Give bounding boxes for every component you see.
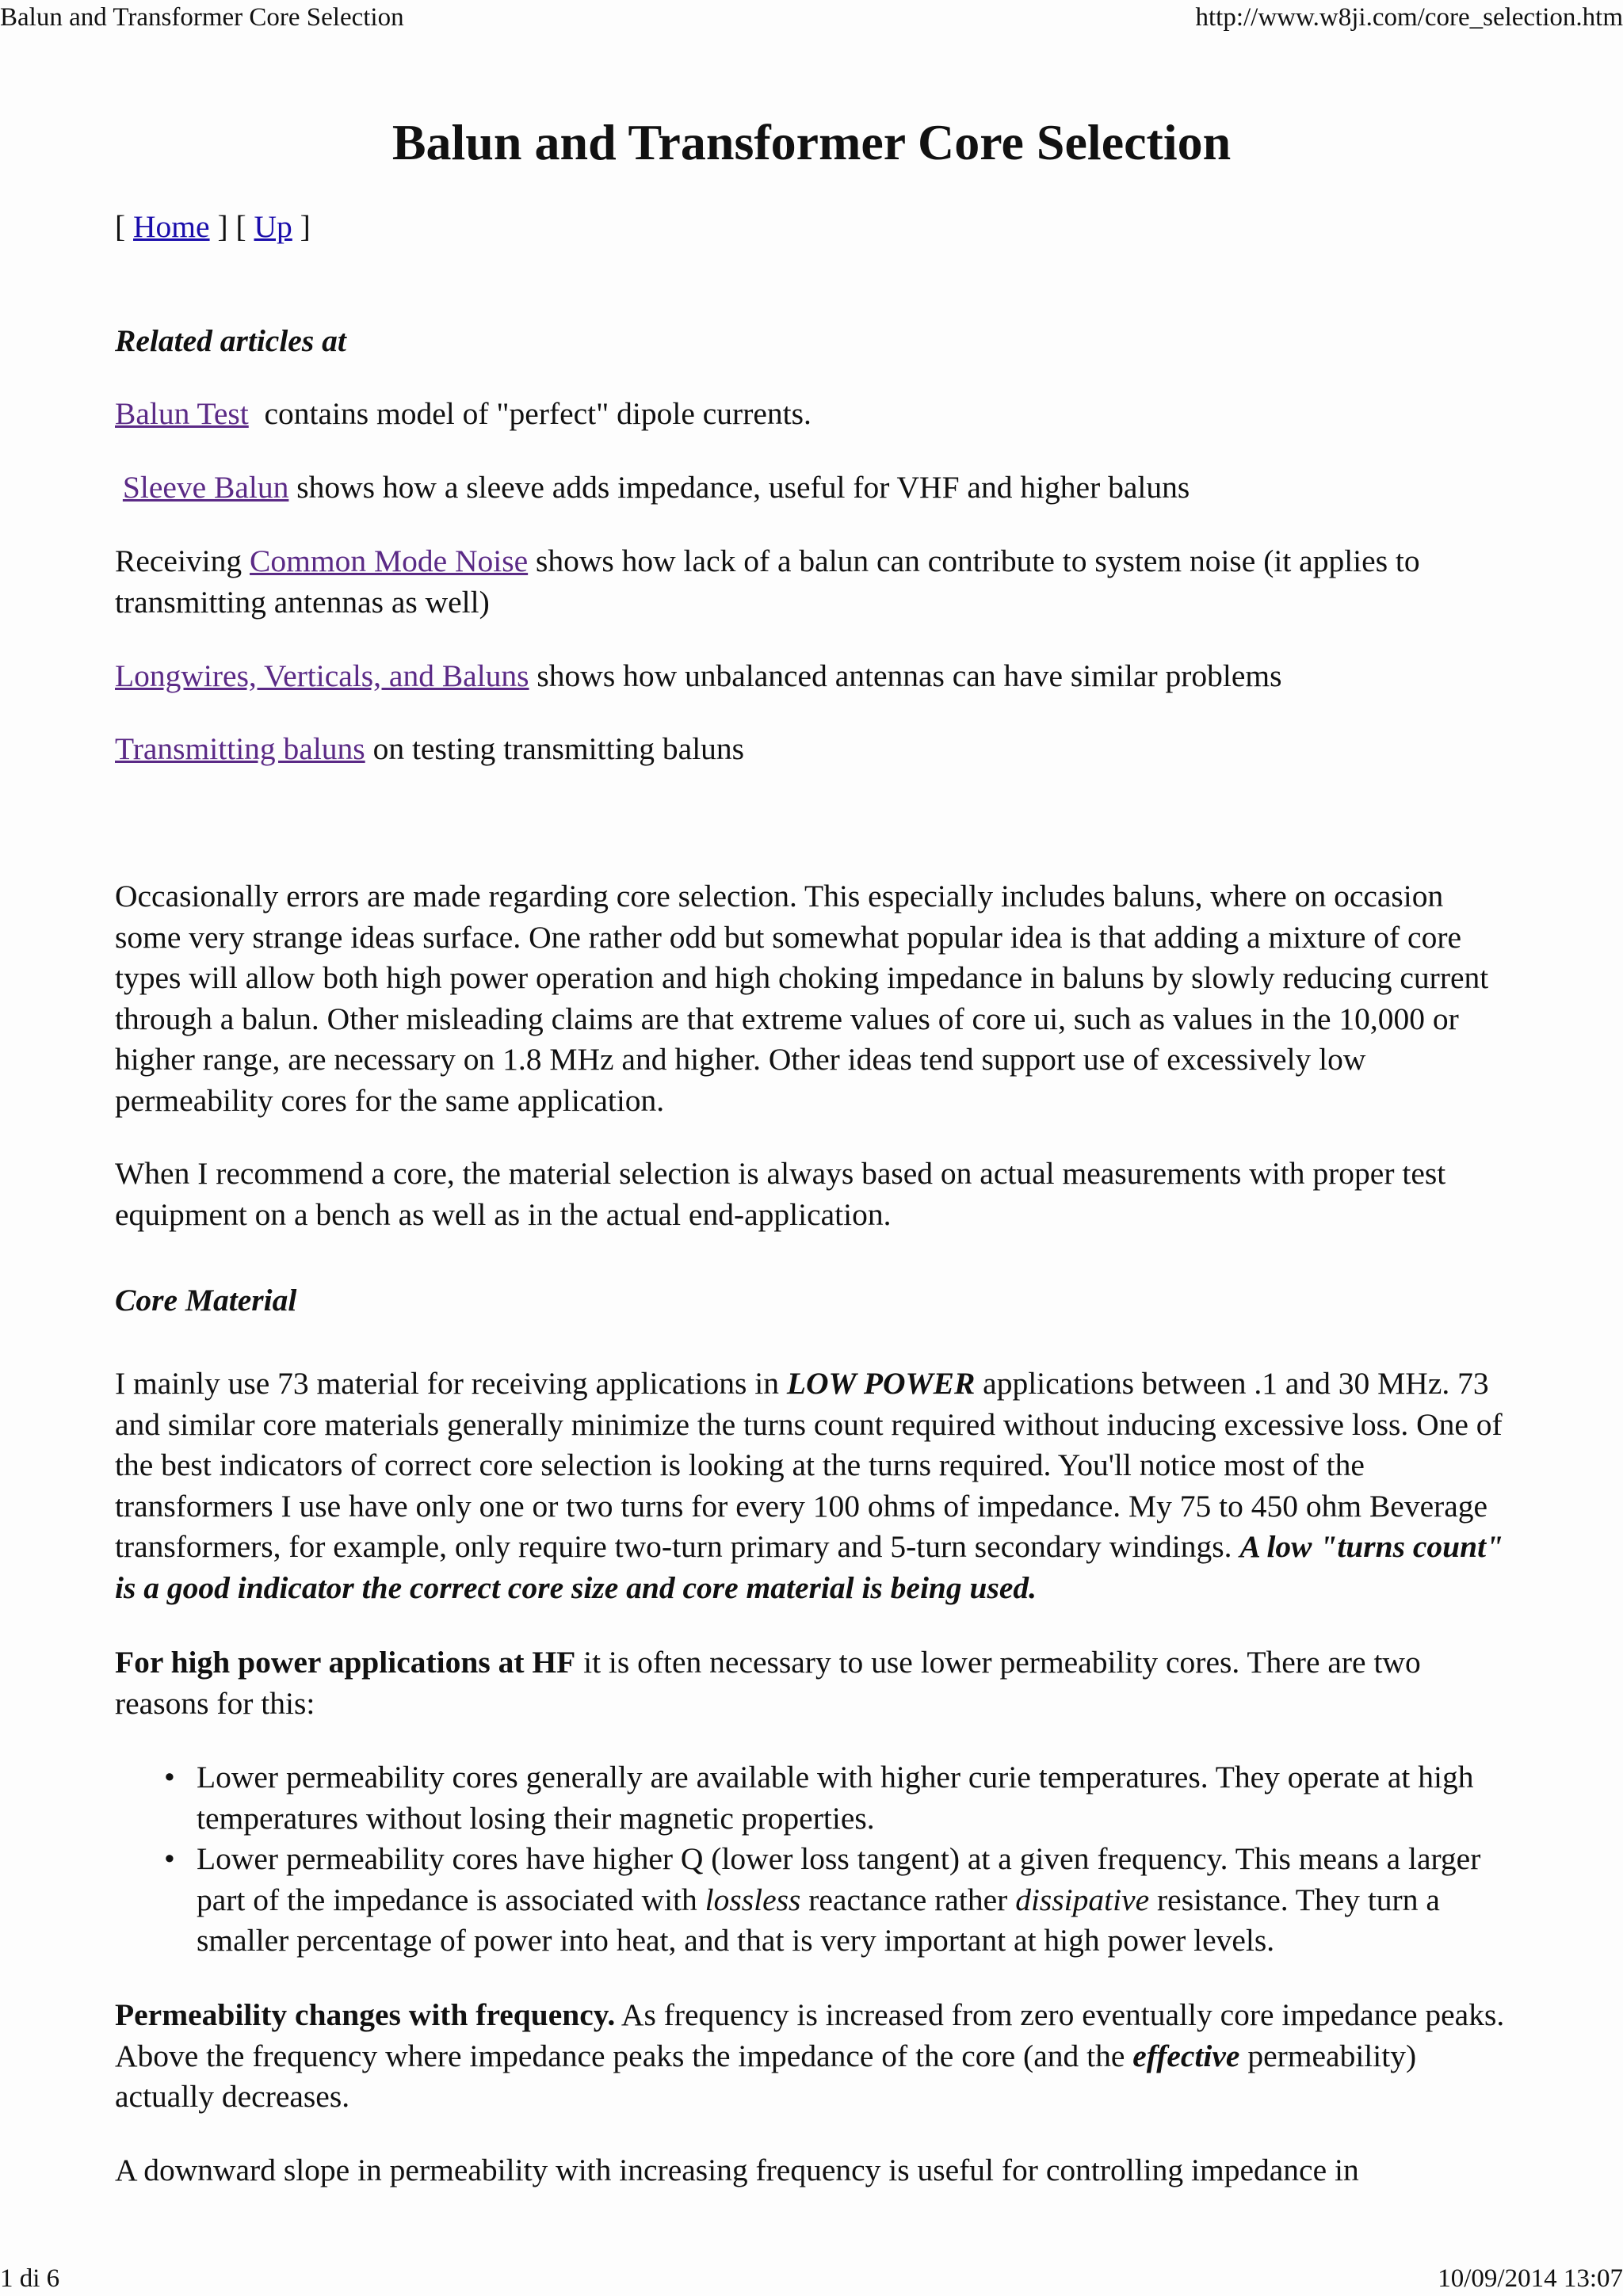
breadcrumb-bracket-open: [ — [115, 209, 134, 244]
sleeve-balun-link[interactable]: Sleeve Balun — [122, 470, 289, 505]
recommendation-paragraph: When I recommend a core, the material selection is always based on actual measurements with proper test equipment on a bench as well as in the actual end-application. — [115, 1156, 1446, 1232]
core-material-heading: Core Material — [115, 1283, 297, 1318]
core-text: applications between .1 and 30 MHz. 73 and similar core materials generally minimize the turns count required without inducing excessive loss. One of the best indicators of correct core selection is looking at the turns required. You'll notice most of the transformers I use have only one or two turns for every 100 ohms of impedance. My 75 to 450 ohm Beverage transformers, for example, only require two-turn primary and 5-turn secondary windings. — [115, 1366, 1503, 1564]
bullet-icon: • — [164, 1841, 175, 1876]
print-footer-timestamp: 10/09/2014 13:07 — [1438, 2264, 1623, 2293]
breadcrumb-separator: ] [ — [209, 209, 254, 244]
high-power-text: it is often necessary to use lower permeability cores. There are two reasons for this: — [115, 1645, 1421, 1721]
related-item — [115, 729, 1510, 770]
list-item — [115, 1757, 1510, 1839]
related-item-text: shows how a sleeve adds impedance, useful for VHF and higher baluns — [288, 470, 1190, 505]
transmitting-baluns-link[interactable]: Transmitting baluns — [115, 731, 365, 766]
permeability-text: permeability) actually decreases. — [115, 2038, 1417, 2114]
list-item — [115, 1839, 1510, 1962]
permeability-paragraph — [115, 1995, 1510, 2118]
bullet-icon: • — [164, 1760, 175, 1794]
turns-count-emphasis: A low "turns count" is a good indicator the correct core size and core material is being used. — [115, 1529, 1503, 1605]
dissipative-emphasis: dissipative — [1015, 1882, 1150, 1917]
print-footer-page-count: 1 di 6 — [0, 2264, 60, 2293]
longwires-verticals-baluns-link[interactable]: Longwires, Verticals, and Baluns — [115, 658, 529, 693]
home-link[interactable]: Home — [133, 209, 210, 244]
list-item-text: reactance rather — [800, 1882, 1016, 1917]
list-item-text: Lower permeability cores have higher Q (lower loss tangent) at a given frequency. This means a larger part of the impedance is associated with — [197, 1841, 1481, 1917]
low-power-emphasis: LOW POWER — [786, 1366, 976, 1401]
page-title: Balun and Transformer Core Selection — [391, 114, 1232, 170]
downward-slope-paragraph: A downward slope in permeability with increasing frequency is useful for controlling impedance in — [115, 2153, 1359, 2187]
related-item — [115, 467, 1510, 509]
list-item-text: resistance. They turn a smaller percentage of power into heat, and that is very important at high power levels. — [197, 1882, 1440, 1958]
related-item-prefix: Receiving — [115, 543, 250, 578]
list-item-text: Lower permeability cores generally are available with higher curie temperatures. They operate at high temperatures without losing their magnetic properties. — [197, 1760, 1474, 1836]
related-item — [115, 394, 1510, 435]
up-link[interactable]: Up — [254, 209, 292, 244]
print-header-url: http://www.w8ji.com/core_selection.htm — [1195, 3, 1623, 32]
high-power-emphasis: For high power applications at HF — [115, 1645, 576, 1680]
related-item-text: shows how unbalanced antennas can have similar problems — [529, 658, 1282, 693]
core-text: I mainly use 73 material for receiving applications in — [115, 1366, 787, 1401]
breadcrumb-bracket-close: ] — [292, 209, 311, 244]
permeability-emphasis: Permeability changes with frequency. — [115, 1997, 616, 2032]
effective-emphasis: effective — [1132, 2038, 1240, 2073]
related-item-text: shows how lack of a balun can contribute to system noise (it applies to transmitting antennas as well) — [115, 543, 1420, 620]
related-item-prefix — [115, 470, 123, 505]
related-item — [115, 541, 1510, 623]
common-mode-noise-link[interactable]: Common Mode Noise — [250, 543, 529, 578]
print-header-title: Balun and Transformer Core Selection — [0, 3, 404, 32]
related-item-text: on testing transmitting baluns — [365, 731, 745, 766]
related-item-text: contains model of "perfect" dipole currents. — [248, 396, 812, 431]
reasons-list — [115, 1757, 1510, 1962]
intro-paragraph: Occasionally errors are made regarding core selection. This especially includes baluns, where on occasion some very strange ideas surface. One rather odd but somewhat popular idea is that adding a mixture of core types will allow both high power operation and high choking impedance in baluns by slowly reducing current through a balun. Other misleading claims are that extreme values of core ui, such as values in the 10,000 or higher range, are necessary on 1.8 MHz and higher. Other ideas tend support use of excessively low permeability cores for the same application. — [115, 879, 1489, 1118]
core-material-paragraph — [115, 1363, 1510, 1608]
related-item — [115, 656, 1510, 697]
permeability-text: As frequency is increased from zero eventually core impedance peaks. Above the frequency where impedance peaks the impedance of the core (and the — [115, 1997, 1505, 2073]
related-heading: Related articles at — [115, 323, 346, 358]
high-power-paragraph — [115, 1642, 1510, 1724]
breadcrumb — [115, 207, 1510, 248]
balun-test-link[interactable]: Balun Test — [115, 396, 249, 431]
lossless-emphasis: lossless — [705, 1882, 801, 1917]
